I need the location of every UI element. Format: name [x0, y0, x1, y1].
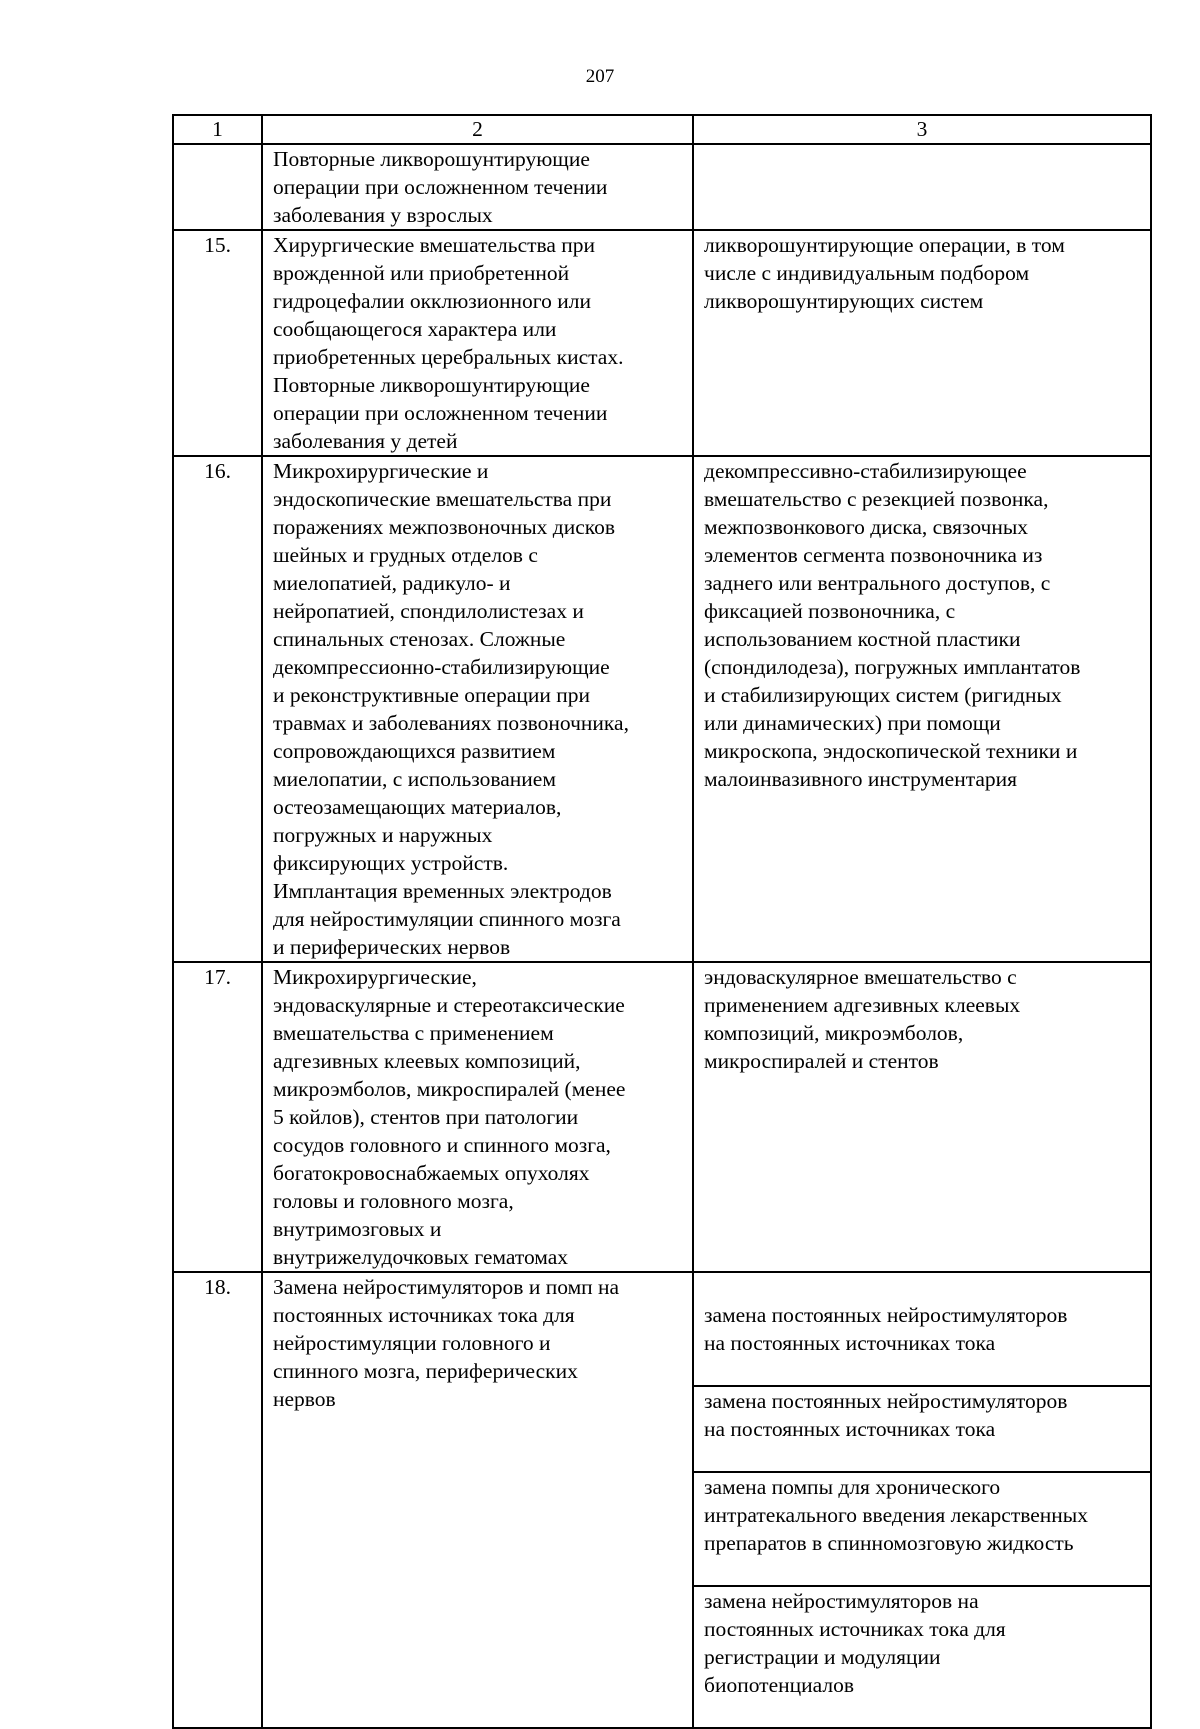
- procedures-table: [172, 114, 1152, 1729]
- method-cell: ликворошунтирующие операции, в том числе с индивидуальным подбором ликворошунтирующих систем: [693, 230, 1151, 456]
- table-header-row: [173, 115, 1151, 144]
- method-subcell: замена нейростимуляторов на постоянных источниках тока для регистрации и модуляции биопотенциалов: [694, 1585, 1150, 1699]
- table-row: [173, 144, 1151, 230]
- row-number: 15.: [173, 230, 262, 456]
- row-number: [173, 144, 262, 230]
- method-cell-split: [693, 1272, 1151, 1728]
- header-col-3: 3: [693, 115, 1151, 144]
- method-cell: эндоваскулярное вмешательство с применением адгезивных клеевых композиций, микроэмболов, микроспиралей и стентов: [693, 962, 1151, 1272]
- method-subcell: замена помпы для хронического интратекального введения лекарственных препаратов в спинномозговую жидкость: [694, 1471, 1150, 1557]
- table-row: [173, 1272, 1151, 1728]
- table-row: [173, 456, 1151, 962]
- row-number: 18.: [173, 1272, 262, 1728]
- condition-cell: Микрохирургические, эндоваскулярные и стереотаксические вмешательства с применением адгезивных клеевых композиций, микроэмболов, микроспиралей (менее 5 койлов), стентов при патологии сосудов головного и спинного мозга, богатокровоснабжаемых опухолях головы и головного мозга, внутримозговых и внутрижелудочковых гематомах: [262, 962, 693, 1272]
- condition-cell: Замена нейростимуляторов и помп на постоянных источниках тока для нейростимуляции головного и спинного мозга, периферических нервов: [262, 1272, 693, 1728]
- header-col-1: 1: [173, 115, 262, 144]
- condition-cell: Микрохирургические и эндоскопические вмешательства при поражениях межпозвоночных дисков шейных и грудных отделов с миелопатией, радикуло- и нейропатией, спондилолистезах и спинальных стенозах. Сложные декомпрессионно-стабилизирующие и реконструктивные операции при травмах и заболеваниях позвоночника, сопровождающихся развитием миелопатии, с использованием остеозамещающих материалов, погружных и наружных фиксирующих устройств. Имплантация временных электродов для нейростимуляции спинного мозга и периферических нервов: [262, 456, 693, 962]
- condition-cell: Повторные ликворошунтирующие операции при осложненном течении заболевания у взрослых: [262, 144, 693, 230]
- table-row: [173, 230, 1151, 456]
- row-number: 16.: [173, 456, 262, 962]
- header-col-2: 2: [262, 115, 693, 144]
- row-number: 17.: [173, 962, 262, 1272]
- method-cell: [693, 144, 1151, 230]
- condition-cell: Хирургические вмешательства при врожденной или приобретенной гидроцефалии окклюзионного или сообщающегося характера или приобретенных церебральных кистах. Повторные ликворошунтирующие операции при осложненном течении заболевания у детей: [262, 230, 693, 456]
- table-row: [173, 962, 1151, 1272]
- method-subcell: замена постоянных нейростимуляторов на постоянных источниках тока: [704, 1303, 1068, 1355]
- page-number: 207: [585, 66, 615, 87]
- method-cell: декомпрессивно-стабилизирующее вмешательство с резекцией позвонка, межпозвонкового диска, связочных элементов сегмента позвоночника из заднего или вентрального доступов, с фиксацией позвоночника, с использованием костной пластики (спондилодеза), погружных имплантатов и стабилизирующих систем (ригидных или динамических) при помощи микроскопа, эндоскопической техники и малоинвазивного инструментария: [693, 456, 1151, 962]
- method-subcell: замена постоянных нейростимуляторов на постоянных источниках тока: [694, 1385, 1150, 1443]
